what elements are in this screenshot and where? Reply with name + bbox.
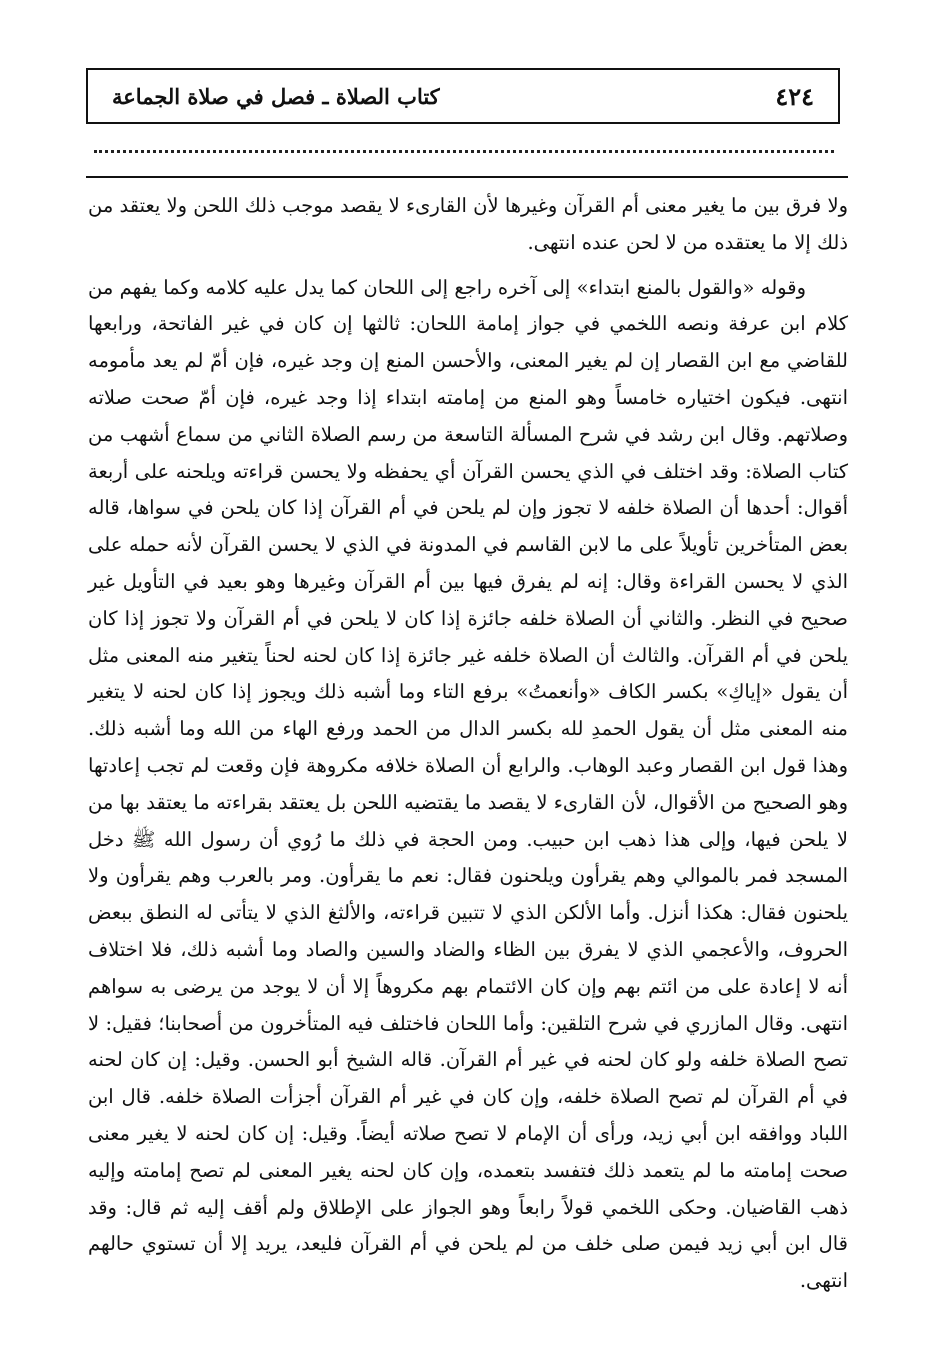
page-header (86, 68, 840, 124)
dotted-separator (94, 150, 834, 153)
paragraph-2: وقوله «والقول بالمنع ابتداء» إلى آخره راجع إلى اللحان كما يدل عليه كلامه وكما يفهم من كلام ابن عرفة ونصه اللخمي في جواز إمامة اللحان: ثالثها إن كان في غير الفاتحة، ورابعها للقاضي مع ابن القصار إن لم يغير المعنى، والأحسن المنع إن وجد غيره، فإن أمّ لم يعد مأمومه انتهى. فيكون اختياره خامساً وهو المنع من إمامته ابتداء إذا وجد غيره، فإن أمّ صحت صلاته وصلاتهم. وقال ابن رشد في شرح المسألة التاسعة من رسم الصلاة الثاني من سماع أشهب من كتاب الصلاة: وقد اختلف في الذي يحسن القرآن أي يحفظه ولا يحسن قراءته ويلحنه على أربعة أقوال: أحدها أن الصلاة خلفه لا تجوز وإن لم يلحن في أم القرآن إذا كان يلحن في سواها، قاله بعض المتأخرين تأويلاً على ما لابن القاسم في المدونة في الذي لا يحسن القرآن لأنه حمله على الذي لا يحسن القراءة وقال: إنه لم يفرق فيها بين أم القرآن وغيرها وهو بعيد في التأويل غير صحيح في النظر. والثاني أن الصلاة خلفه جائزة إذا كان لا يلحن في أم القرآن ولا تجوز إذا كان يلحن في أم القرآن. والثالث أن الصلاة خلفه غير جائزة إذا كان لحنه لحناً يتغير منه المعنى مثل أن يقول «إياكِ» بكسر الكاف «وأنعمتُ» برفع التاء وما أشبه ذلك ويجوز إذا كان لحنه لا يتغير منه المعنى مثل أن يقول الحمدِ لله بكسر الدال من الحمد ورفع الهاء من الله وما أشبه ذلك. وهذا قول ابن القصار وعبد الوهاب. والرابع أن الصلاة خلافه مكروهة فإن وقعت لم تجب إعادتها وهو الصحيح من الأقوال، لأن القارىء لا يقصد ما يقتضيه اللحن بل يعتقد بقراءته ما يعتقد بها من لا يلحن فيها، وإلى هذا ذهب ابن حبيب. ومن الحجة في ذلك ما رُوي أن رسول الله ﷺ دخل المسجد فمر بالموالي وهم يقرأون ويلحنون فقال: نعم ما يقرأون. ومر بالعرب وهم يقرأون ولا يلحنون فقال: هكذا أنزل. وأما الألكن الذي لا تتبين قراءته، والألثغ الذي لا يتأتى له النطق ببعض الحروف، والأعجمي الذي لا يفرق بين الظاء والضاد والسين والصاد وما أشبه ذلك، فلا اختلاف أنه لا إعادة على من ائتم بهم وإن كان الائتمام بهم مكروهاً إلا أن لا يوجد من يرضى به سواهم انتهى. وقال المازري في شرح التلقين: وأما اللحان فاختلف فيه المتأخرون من أصحابنا؛ فقيل: لا تصح الصلاة خلفه ولو كان لحنه في غير أم القرآن. قاله الشيخ أبو الحسن. وقيل: إن كان لحنه في أم القرآن لم تصح الصلاة خلفه، وإن كان في غير أم القرآن أجزأت الصلاة خلفه. قال ابن اللباد ووافقه ابن أبي زيد، ورأى أن الإمام لا تصح صلاته أيضاً. وقيل: إن كان لحنه لا يغير معنى صحت إمامته ما لم يتعمد ذلك فتفسد بتعمده، وإن كان لحنه يغير المعنى لم تصح إمامته وإليه ذهب القاضيان. وحكى اللخمي قولاً رابعاً وهو الجواز على الإطلاق ولم أقف إليه ثم قال: وقد قال ابن أبي زيد فيمن صلى خلف من لم يلحن في أم القرآن فليعد، يريد إلا أن تستوي حالهم انتهى. (88, 275, 848, 1293)
body-text (88, 188, 848, 1308)
paragraph-1: ولا فرق بين ما يغير معنى أم القرآن وغيرها لأن القارىء لا يقصد موجب ذلك اللحن ولا يعتقد من ذلك إلا ما يعتقده من لا لحن عنده انتهى. (88, 194, 848, 254)
page-number: ٤٢٤ (775, 81, 814, 111)
running-title: كتاب الصلاة ـ فصل في صلاة الجماعة (112, 83, 440, 109)
horizontal-rule (86, 176, 848, 178)
